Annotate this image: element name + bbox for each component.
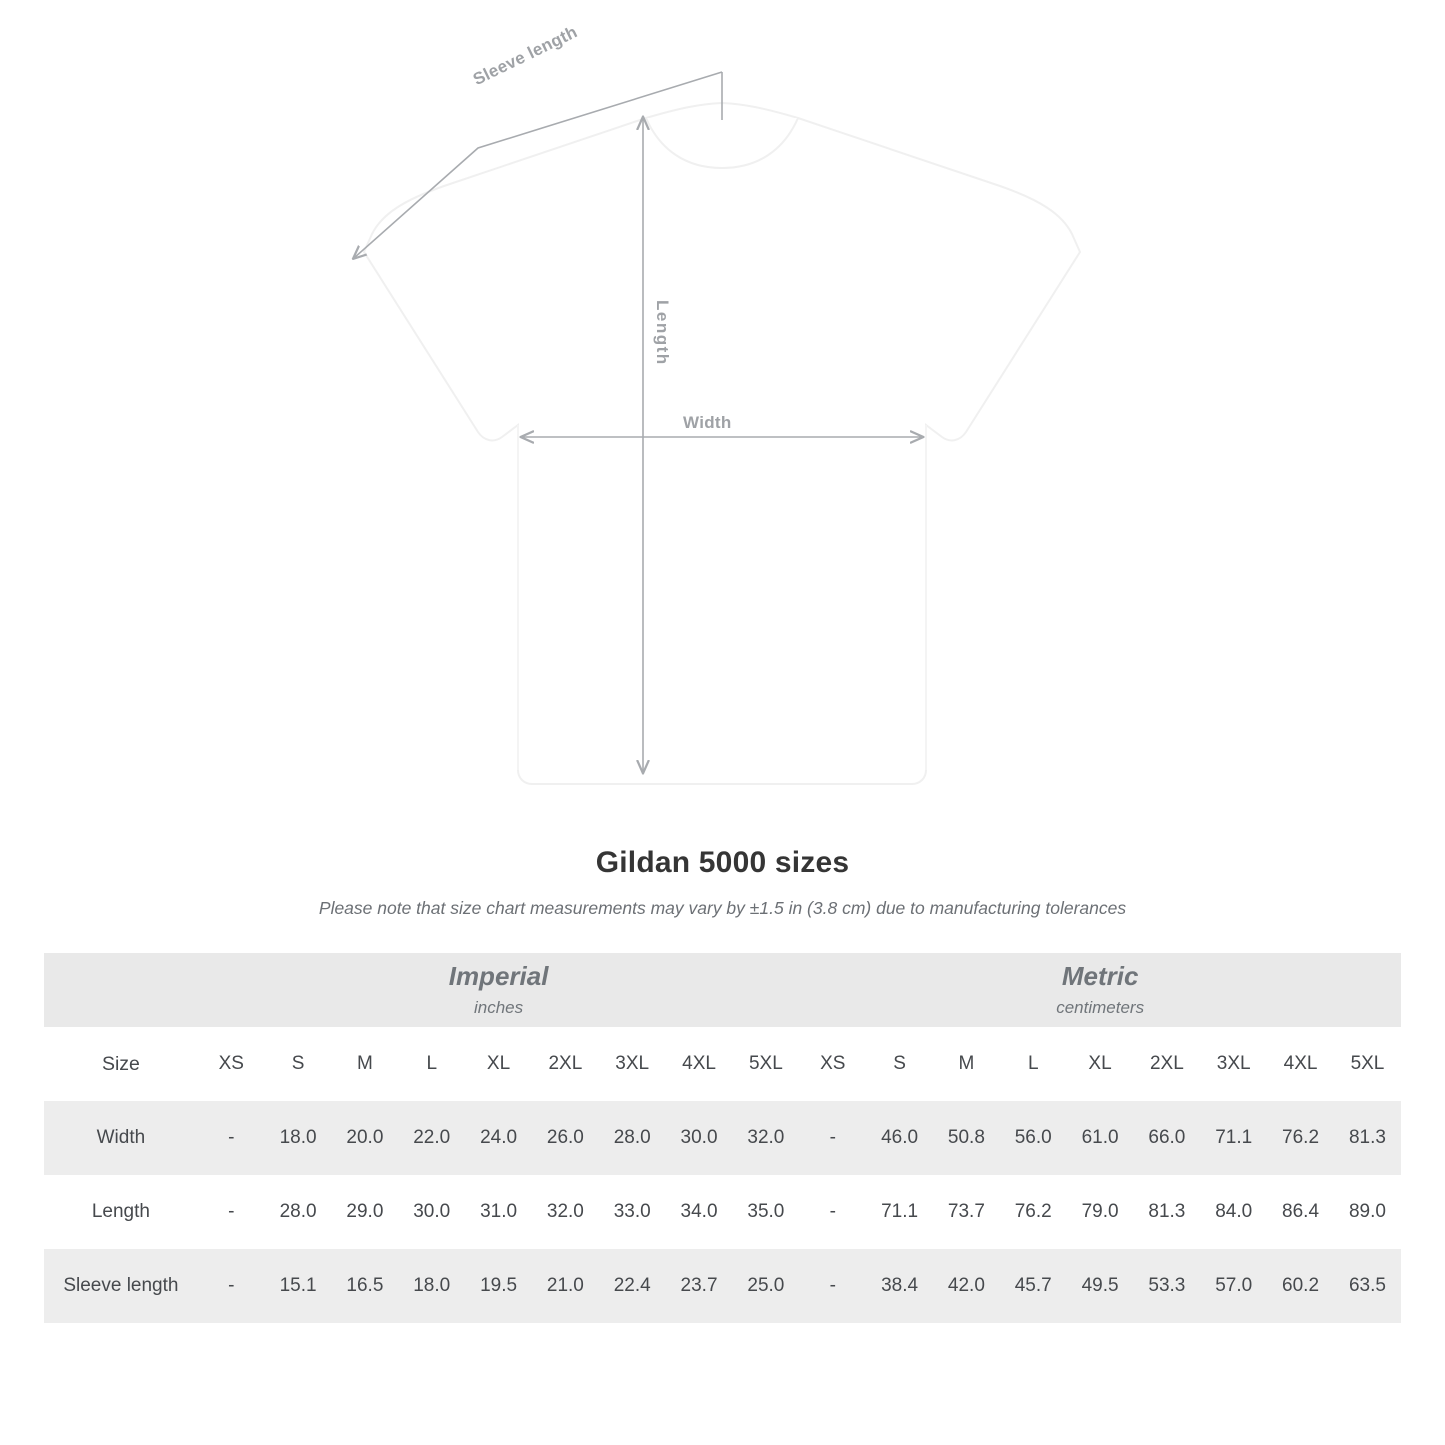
cell-length-metric-s: 71.1: [866, 1175, 933, 1249]
size-header-imperial-4xl: 4XL: [666, 1027, 733, 1101]
cell-width-imperial-m: 20.0: [331, 1101, 398, 1175]
cell-sleeve-imperial-l: 18.0: [398, 1249, 465, 1323]
cell-sleeve-imperial-xs: -: [198, 1249, 265, 1323]
cell-sleeve-imperial-5xl: 25.0: [732, 1249, 799, 1323]
cell-sleeve-metric-4xl: 60.2: [1267, 1249, 1334, 1323]
cell-width-metric-l: 56.0: [1000, 1101, 1067, 1175]
cell-length-imperial-3xl: 33.0: [599, 1175, 666, 1249]
row-label-length: Length: [44, 1175, 198, 1249]
cell-sleeve-imperial-xl: 19.5: [465, 1249, 532, 1323]
cell-length-imperial-xs: -: [198, 1175, 265, 1249]
cell-length-imperial-xl: 31.0: [465, 1175, 532, 1249]
cell-sleeve-imperial-4xl: 23.7: [666, 1249, 733, 1323]
cell-length-metric-3xl: 84.0: [1200, 1175, 1267, 1249]
cell-width-metric-4xl: 76.2: [1267, 1101, 1334, 1175]
cell-sleeve-metric-2xl: 53.3: [1133, 1249, 1200, 1323]
cell-sleeve-metric-3xl: 57.0: [1200, 1249, 1267, 1323]
cell-sleeve-metric-m: 42.0: [933, 1249, 1000, 1323]
cell-length-imperial-4xl: 34.0: [666, 1175, 733, 1249]
cell-sleeve-imperial-m: 16.5: [331, 1249, 398, 1323]
cell-width-imperial-3xl: 28.0: [599, 1101, 666, 1175]
page-subtitle: Please note that size chart measurements may vary by ±1.5 in (3.8 cm) due to manufacturing tolerances: [318, 898, 1127, 918]
unit-imperial: [198, 953, 800, 1027]
unit-metric-sub: centimeters: [1056, 998, 1145, 1018]
size-header-metric-4xl: 4XL: [1267, 1027, 1334, 1101]
tshirt-shape: [364, 103, 1080, 784]
cell-sleeve-metric-xl: 49.5: [1067, 1249, 1134, 1323]
size-header-metric-2xl: 2XL: [1133, 1027, 1200, 1101]
size-header-imperial-m: M: [331, 1027, 398, 1101]
cell-length-imperial-s: 28.0: [265, 1175, 332, 1249]
cell-length-imperial-5xl: 35.0: [732, 1175, 799, 1249]
page-title: Gildan 5000 sizes: [595, 846, 850, 879]
cell-length-metric-xl: 79.0: [1067, 1175, 1134, 1249]
size-header-imperial-xs: XS: [198, 1027, 265, 1101]
size-header-metric-s: S: [866, 1027, 933, 1101]
cell-length-imperial-2xl: 32.0: [532, 1175, 599, 1249]
unit-imperial-name: Imperial: [448, 960, 549, 991]
cell-width-metric-xs: -: [799, 1101, 866, 1175]
size-table: [44, 953, 1401, 1323]
sleeve-length-label: Sleeve length: [470, 22, 581, 90]
cell-width-metric-3xl: 71.1: [1200, 1101, 1267, 1175]
size-header-imperial-l: L: [398, 1027, 465, 1101]
cell-width-imperial-2xl: 26.0: [532, 1101, 599, 1175]
cell-length-metric-5xl: 89.0: [1334, 1175, 1401, 1249]
cell-length-metric-m: 73.7: [933, 1175, 1000, 1249]
cell-length-metric-2xl: 81.3: [1133, 1175, 1200, 1249]
cell-sleeve-metric-s: 38.4: [866, 1249, 933, 1323]
cell-length-metric-xs: -: [799, 1175, 866, 1249]
cell-length-imperial-m: 29.0: [331, 1175, 398, 1249]
size-header-metric-m: M: [933, 1027, 1000, 1101]
size-header-imperial-s: S: [265, 1027, 332, 1101]
size-header-metric-xs: XS: [799, 1027, 866, 1101]
cell-sleeve-imperial-3xl: 22.4: [599, 1249, 666, 1323]
size-header-metric-l: L: [1000, 1027, 1067, 1101]
size-header-imperial-3xl: 3XL: [599, 1027, 666, 1101]
size-header-label: Size: [44, 1027, 198, 1101]
size-header-metric-xl: XL: [1067, 1027, 1134, 1101]
cell-length-imperial-l: 30.0: [398, 1175, 465, 1249]
unit-metric-name: Metric: [1061, 960, 1139, 991]
unit-spacer: [44, 953, 198, 1027]
width-label: Width: [683, 413, 732, 432]
cell-width-metric-2xl: 66.0: [1133, 1101, 1200, 1175]
cell-width-metric-5xl: 81.3: [1334, 1101, 1401, 1175]
cell-width-imperial-4xl: 30.0: [666, 1101, 733, 1175]
size-table-wrapper: [44, 919, 1401, 1323]
length-label: Length: [653, 300, 672, 366]
cell-sleeve-metric-xs: -: [799, 1249, 866, 1323]
unit-header-row: [44, 953, 1401, 1027]
row-label-sleeve-length: Sleeve length: [44, 1249, 198, 1323]
cell-sleeve-metric-5xl: 63.5: [1334, 1249, 1401, 1323]
cell-length-metric-4xl: 86.4: [1267, 1175, 1334, 1249]
unit-metric: [799, 953, 1401, 1027]
size-header-imperial-5xl: 5XL: [732, 1027, 799, 1101]
cell-sleeve-imperial-2xl: 21.0: [532, 1249, 599, 1323]
cell-sleeve-metric-l: 45.7: [1000, 1249, 1067, 1323]
cell-width-imperial-l: 22.0: [398, 1101, 465, 1175]
cell-width-metric-xl: 61.0: [1067, 1101, 1134, 1175]
size-header-row: [44, 1027, 1401, 1101]
size-header-metric-5xl: 5XL: [1334, 1027, 1401, 1101]
cell-sleeve-imperial-s: 15.1: [265, 1249, 332, 1323]
unit-imperial-sub: inches: [474, 998, 524, 1018]
table-row: [44, 1175, 1401, 1249]
size-header-imperial-xl: XL: [465, 1027, 532, 1101]
row-label-width: Width: [44, 1101, 198, 1175]
cell-width-metric-s: 46.0: [866, 1101, 933, 1175]
cell-length-metric-l: 76.2: [1000, 1175, 1067, 1249]
table-row: [44, 1249, 1401, 1323]
size-header-metric-3xl: 3XL: [1200, 1027, 1267, 1101]
cell-width-imperial-5xl: 32.0: [732, 1101, 799, 1175]
cell-width-imperial-xs: -: [198, 1101, 265, 1175]
cell-width-imperial-xl: 24.0: [465, 1101, 532, 1175]
cell-width-imperial-s: 18.0: [265, 1101, 332, 1175]
size-header-imperial-2xl: 2XL: [532, 1027, 599, 1101]
cell-width-metric-m: 50.8: [933, 1101, 1000, 1175]
table-row: [44, 1101, 1401, 1175]
